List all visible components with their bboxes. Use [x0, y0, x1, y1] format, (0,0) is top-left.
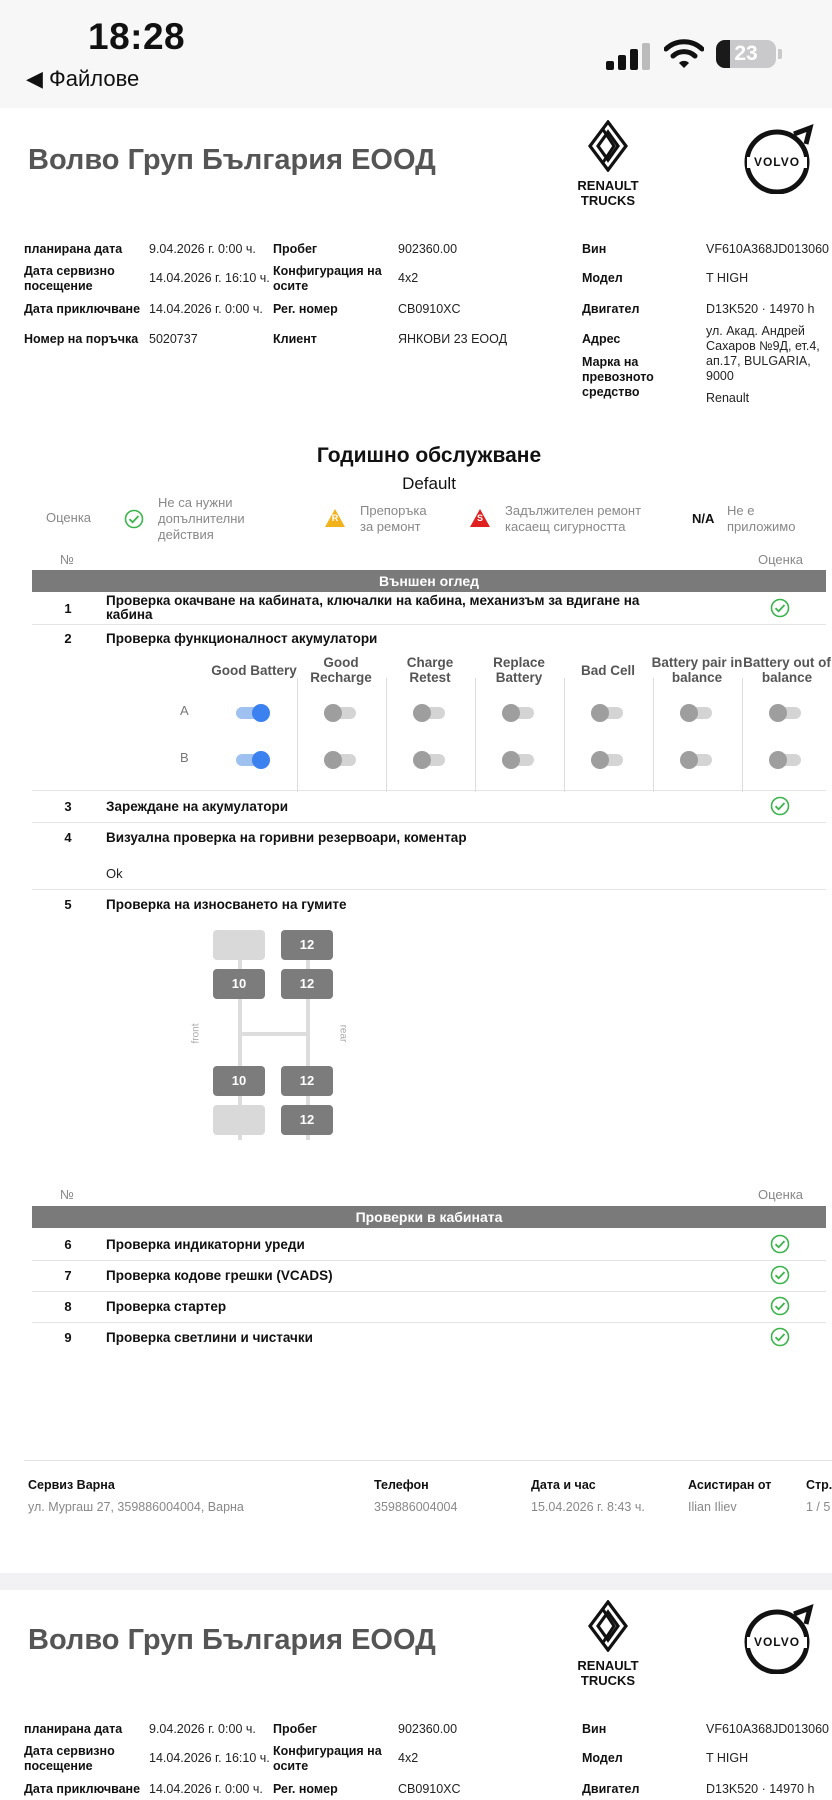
tire-rear-inner-right: 12 — [281, 1066, 333, 1096]
footer-service-value: ул. Мургаш 27, 359886004004, Варна — [28, 1500, 244, 1514]
toggle-knob — [413, 704, 431, 722]
status-time: 18:28 — [88, 16, 186, 57]
item-3-ok-check-icon — [770, 796, 790, 816]
tire-front-left: 10 — [213, 969, 265, 999]
info-completion-label: Дата приключване — [24, 302, 141, 316]
row-divider — [32, 624, 826, 625]
toggle-knob — [252, 751, 270, 769]
battery-col-good-battery: Good Battery — [211, 663, 297, 678]
column-number-header: № — [60, 552, 74, 567]
info-engine-label: Двигател — [582, 302, 640, 316]
item-6-ok-check-icon — [770, 1234, 790, 1254]
legend-mandatory-letter: S — [476, 513, 483, 523]
info-address-label: Адрес — [582, 332, 621, 346]
toggle-knob — [591, 751, 609, 769]
info-mileage-label: Пробег — [273, 242, 318, 256]
battery-toggle-a-6[interactable] — [680, 707, 712, 719]
info-planned-date-value: 9.04.2026 г. 0:00 ч. — [149, 242, 256, 256]
info-vehicle-make-label: Марка на превозното средство — [582, 355, 654, 399]
legend-recommend-text: Препоръка за ремонт — [360, 503, 427, 534]
info-reg-number-label: Рег. номер — [273, 302, 338, 316]
battery-col-good-recharge: Good Recharge — [310, 655, 372, 685]
info-address-value: ул. Акад. Андрей Сахаров №9Д, ет.4, ап.17, BULGARIA, 9000 — [706, 324, 820, 383]
battery-toggle-a-1[interactable] — [236, 707, 268, 719]
toggle-knob — [769, 704, 787, 722]
toggle-knob — [769, 751, 787, 769]
wifi-icon — [664, 38, 704, 70]
p2-service-visit-value: 14.04.2026 г. 16:10 ч. — [149, 1751, 270, 1765]
p2-model-label: Модел — [582, 1751, 623, 1765]
item-4-comment: Ok — [106, 866, 123, 881]
battery-row-a-label: A — [180, 703, 189, 718]
renault-trucks-logo-p2 — [566, 1600, 650, 1692]
footer-datetime-label: Дата и час — [531, 1478, 596, 1492]
item-7-text: Проверка кодове грешки (VCADS) — [106, 1268, 333, 1283]
renault-logo-line1: RENAULT — [577, 178, 639, 193]
item-1-number: 1 — [64, 601, 72, 616]
p2-service-visit-label: Дата сервизно посещение — [24, 1744, 115, 1773]
battery-toggle-b-7[interactable] — [769, 754, 801, 766]
item-5-number: 5 — [64, 897, 72, 912]
footer-phone-label: Телефон — [374, 1478, 429, 1492]
section-cabin-checks: Проверки в кабината — [32, 1206, 826, 1228]
p2-reg-number-label: Рег. номер — [273, 1782, 338, 1796]
info-reg-number-value: CB0910XC — [398, 302, 461, 316]
item-7-ok-check-icon — [770, 1265, 790, 1285]
toggle-knob — [413, 751, 431, 769]
legend-na-code: N/A — [692, 511, 715, 526]
item-9-text: Проверка светлини и чистачки — [106, 1330, 313, 1345]
tire-front-outer-right-empty — [213, 1105, 265, 1135]
toggle-knob — [252, 704, 270, 722]
renault-logo-line2: TRUCKS — [580, 193, 636, 208]
p2-engine-value: D13K520 · 14970 h — [706, 1782, 815, 1796]
info-planned-date-label: планирана дата — [24, 242, 123, 256]
battery-col-replace-battery: Replace Battery — [493, 655, 545, 685]
battery-toggle-b-2[interactable] — [324, 754, 356, 766]
battery-toggle-a-5[interactable] — [591, 707, 623, 719]
row-divider — [32, 790, 826, 791]
tire-rear-outer-left: 12 — [281, 930, 333, 960]
item-5-text: Проверка на износването на гумите — [106, 897, 347, 912]
column-grade-header: Оценка — [758, 552, 804, 567]
battery-row-b-label: B — [180, 750, 189, 765]
info-order-number-value: 5020737 — [149, 332, 198, 346]
p2-engine-label: Двигател — [582, 1782, 640, 1796]
status-bar — [0, 0, 832, 108]
footer-assisted-value: Ilian Iliev — [688, 1500, 737, 1514]
volvo-logo-text: VOLVO — [753, 155, 801, 169]
battery-col-separator — [297, 678, 298, 792]
toggle-knob — [502, 704, 520, 722]
p2-model-value: T HIGH — [706, 1751, 749, 1765]
info-mileage-value: 902360.00 — [398, 242, 458, 256]
column-grade-header-2: Оценка — [758, 1187, 804, 1202]
tire-rear-inner-left: 12 — [281, 969, 333, 999]
footer-assisted-label: Асистиран от — [688, 1478, 772, 1492]
p2-vin-label: Вин — [582, 1722, 607, 1736]
battery-col-separator — [742, 678, 743, 792]
renault-trucks-logo — [566, 120, 650, 212]
p2-completion-label: Дата приключване — [24, 1782, 141, 1796]
p2-vin-value: VF610A368JD013060 — [706, 1722, 830, 1736]
info-service-visit-value: 14.04.2026 г. 16:10 ч. — [149, 271, 270, 285]
item-8-text: Проверка стартер — [106, 1299, 227, 1314]
item-7-number: 7 — [64, 1268, 72, 1283]
toggle-knob — [502, 751, 520, 769]
toggle-knob — [324, 704, 342, 722]
report-title: Годишно обслужване — [316, 444, 542, 467]
cellular-signal-icon — [606, 40, 654, 70]
tire-diagram-axle-cross — [238, 1032, 310, 1036]
battery-icon — [716, 40, 776, 68]
volvo-logo-text-p2: VOLVO — [753, 1635, 801, 1649]
item-9-ok-check-icon — [770, 1327, 790, 1347]
footer-service-label: Сервиз Варна — [28, 1478, 115, 1492]
row-divider — [32, 822, 826, 823]
legend-ok-check-icon — [124, 509, 144, 529]
battery-toggle-a-3[interactable] — [413, 707, 445, 719]
tire-rear-label: rear — [337, 1024, 349, 1043]
battery-toggle-b-3[interactable] — [413, 754, 445, 766]
report-page-1 — [0, 108, 832, 1573]
info-client-label: Клиент — [273, 332, 317, 346]
volvo-logo — [742, 124, 812, 194]
renault-logo-line2-p2: TRUCKS — [580, 1673, 636, 1688]
info-model-value: T HIGH — [706, 271, 749, 285]
renault-logo-line1-p2: RENAULT — [577, 1658, 639, 1673]
footer-divider — [24, 1460, 832, 1461]
p2-axle-config-label: Конфигурация на осите — [273, 1744, 382, 1773]
row-divider — [32, 1291, 826, 1292]
info-vehicle-make-value: Renault — [706, 391, 750, 405]
battery-toggle-b-5[interactable] — [591, 754, 623, 766]
legend-mandatory-text: Задължителен ремонт касаещ сигурността — [505, 503, 642, 534]
item-2-number: 2 — [64, 631, 72, 646]
section-external-inspection: Външен оглед — [32, 570, 826, 592]
back-to-files-button[interactable]: ◀ Файлове — [26, 66, 140, 91]
toggle-knob — [591, 704, 609, 722]
info-vin-label: Вин — [582, 242, 607, 256]
p2-completion-value: 14.04.2026 г. 0:00 ч. — [149, 1782, 263, 1796]
report-subtitle: Default — [402, 474, 456, 493]
info-service-visit-label: Дата сервизно посещение — [24, 264, 115, 293]
battery-col-separator — [475, 678, 476, 792]
p2-reg-number-value: CB0910XC — [398, 1782, 461, 1796]
item-6-number: 6 — [64, 1237, 72, 1252]
renault-diamond-icon — [588, 1600, 628, 1652]
legend-label: Оценка — [46, 510, 92, 525]
p2-mileage-label: Пробег — [273, 1722, 318, 1736]
footer-page-label: Стр. — [806, 1478, 832, 1492]
battery-toggle-b-6[interactable] — [680, 754, 712, 766]
company-name: Волво Груп България ЕООД — [28, 144, 436, 176]
battery-toggle-b-4[interactable] — [502, 754, 534, 766]
legend-na-text: Не е приложимо — [727, 503, 796, 534]
info-vin-value: VF610A368JD013060 — [706, 242, 830, 256]
item-3-text: Зареждане на акумулатори — [106, 799, 289, 814]
row-divider — [32, 889, 826, 890]
row-divider — [32, 1322, 826, 1323]
report-page-2 — [0, 1590, 832, 1800]
info-axle-config-label: Конфигурация на осите — [273, 264, 382, 293]
toggle-knob — [680, 704, 698, 722]
footer-page-value: 1 / 5 — [806, 1500, 831, 1514]
info-order-number-label: Номер на поръчка — [24, 332, 139, 346]
item-1-ok-check-icon — [770, 598, 790, 618]
tire-front-outer-left-empty — [213, 930, 265, 960]
battery-col-charge-retest: Charge Retest — [406, 655, 454, 685]
battery-toggle-b-1[interactable] — [236, 754, 268, 766]
footer-phone-value: 359886004004 — [374, 1500, 458, 1514]
battery-toggle-a-2[interactable] — [324, 707, 356, 719]
item-2-text: Проверка функционалност акумулатори — [106, 631, 378, 646]
item-6-text: Проверка индикаторни уреди — [106, 1237, 305, 1252]
battery-col-separator — [653, 678, 654, 792]
battery-tip — [778, 49, 782, 59]
p2-axle-config-value: 4x2 — [398, 1751, 419, 1765]
item-4-number: 4 — [64, 830, 72, 845]
battery-col-separator — [386, 678, 387, 792]
volvo-logo-p2 — [742, 1604, 812, 1674]
battery-col-bad-cell: Bad Cell — [580, 663, 635, 678]
item-8-number: 8 — [64, 1299, 72, 1314]
p2-mileage-value: 902360.00 — [398, 1722, 458, 1736]
item-9-number: 9 — [64, 1330, 72, 1345]
renault-diamond-icon — [588, 120, 628, 172]
tire-rear-outer-right: 12 — [281, 1105, 333, 1135]
battery-col-separator — [564, 678, 565, 792]
legend-ok-text: Не са нужни допълнителни действия — [158, 495, 245, 542]
tire-front-right: 10 — [213, 1066, 265, 1096]
p2-planned-date-value: 9.04.2026 г. 0:00 ч. — [149, 1722, 256, 1736]
info-engine-value: D13K520 · 14970 h — [706, 302, 815, 316]
item-3-number: 3 — [64, 799, 72, 814]
row-divider — [32, 1260, 826, 1261]
info-model-label: Модел — [582, 271, 623, 285]
battery-toggle-a-7[interactable] — [769, 707, 801, 719]
info-client-value: ЯНКОВИ 23 ЕООД — [398, 332, 508, 346]
item-1-text: Проверка окачване на кабината, ключалки на кабина, механизъм за вдигане на кабина — [106, 593, 640, 622]
legend-recommend-letter: R — [331, 513, 339, 523]
battery-col-out-of-balance: Battery out of balance — [743, 655, 831, 685]
toggle-knob — [680, 751, 698, 769]
column-number-header-2: № — [60, 1187, 74, 1202]
info-axle-config-value: 4x2 — [398, 271, 419, 285]
battery-percent: 23 — [734, 42, 758, 65]
toggle-knob — [324, 751, 342, 769]
info-completion-value: 14.04.2026 г. 0:00 ч. — [149, 302, 263, 316]
item-8-ok-check-icon — [770, 1296, 790, 1316]
company-name-p2: Волво Груп България ЕООД — [28, 1624, 436, 1656]
footer-datetime-value: 15.04.2026 г. 8:43 ч. — [531, 1500, 645, 1514]
tire-front-label: front — [190, 1023, 202, 1044]
p2-planned-date-label: планирана дата — [24, 1722, 123, 1736]
item-4-text: Визуална проверка на горивни резервоари, коментар — [106, 830, 467, 845]
battery-col-pair-balance: Battery pair in balance — [651, 655, 743, 685]
battery-toggle-a-4[interactable] — [502, 707, 534, 719]
